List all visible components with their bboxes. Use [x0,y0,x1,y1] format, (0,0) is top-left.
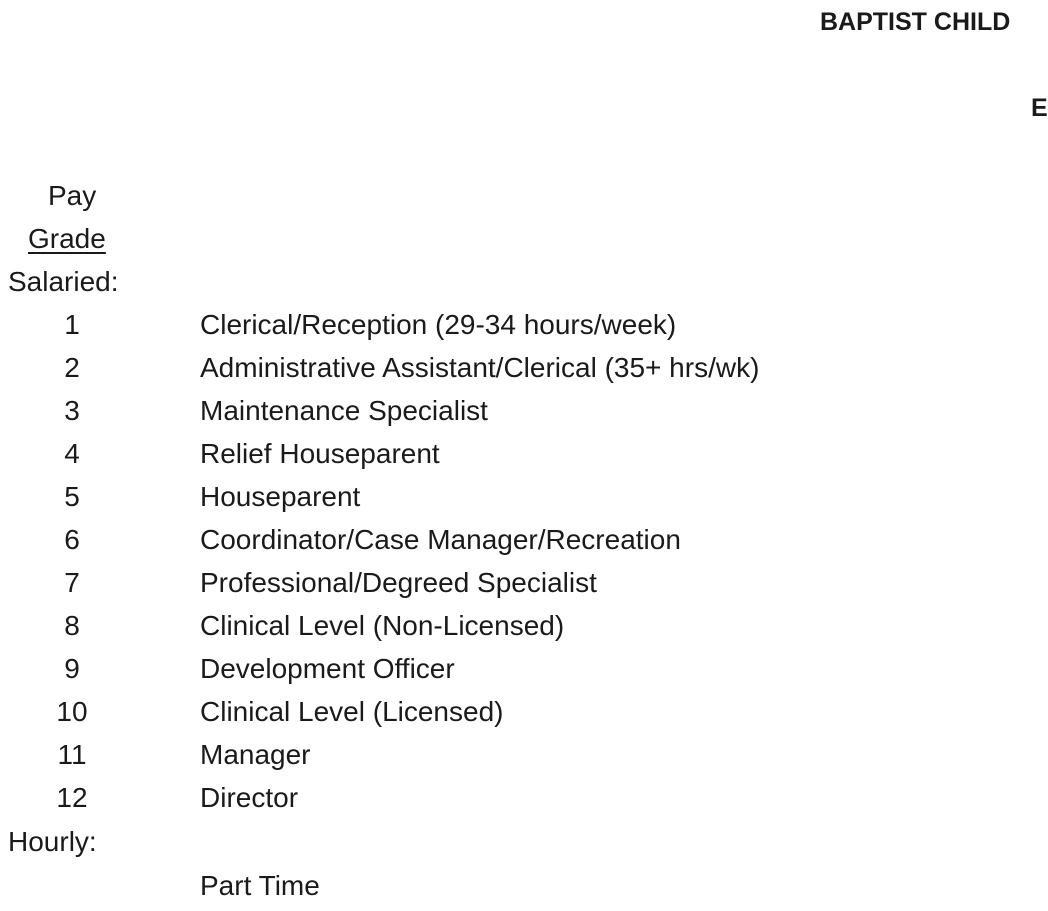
grade-number: 1 [64,309,80,340]
document-title: BAPTIST CHILD [820,8,1011,36]
grade-number: 7 [64,567,80,598]
table-row [0,524,1048,567]
position-description: Clerical/Reception (29-34 hours/week) [200,309,677,340]
pay-column-header: Pay [48,180,97,211]
table-row [0,395,1048,438]
table-row [0,567,1048,610]
position-description: Director [200,782,299,813]
grade-number: 11 [57,739,87,770]
grade-number: 4 [64,438,80,469]
salaried-grade-table [0,309,1048,825]
table-row [0,481,1048,524]
table-row [0,739,1048,782]
grade-number: 10 [56,696,88,727]
document-subtitle: E [1031,94,1048,122]
grade-number: 5 [64,481,80,512]
position-description: Development Officer [200,653,455,684]
grade-number: 6 [64,524,80,555]
grade-column-header: Grade [28,223,106,254]
table-row [0,438,1048,481]
hourly-row-description: Part Time [200,870,320,901]
position-description: Professional/Degreed Specialist [200,567,597,598]
table-row [0,653,1048,696]
position-description: Clinical Level (Licensed) [200,696,504,727]
position-description: Manager [200,739,311,770]
table-row [0,610,1048,653]
position-description: Clinical Level (Non-Licensed) [200,610,565,641]
position-description: Administrative Assistant/Clerical (35+ hrs/wk) [200,352,760,383]
table-row [0,309,1048,352]
table-row [0,696,1048,739]
grade-number: 12 [56,782,88,813]
position-description: Relief Houseparent [200,438,440,469]
position-description: Houseparent [200,481,361,512]
hourly-section-label: Hourly: [8,826,97,857]
table-row [0,782,1048,825]
table-row [0,352,1048,395]
salaried-section-label: Salaried: [8,266,119,297]
position-description: Maintenance Specialist [200,395,488,426]
position-description: Coordinator/Case Manager/Recreation [200,524,681,555]
grade-number: 2 [64,352,80,383]
grade-number: 8 [64,610,80,641]
grade-number: 3 [64,395,80,426]
grade-number: 9 [64,653,80,684]
